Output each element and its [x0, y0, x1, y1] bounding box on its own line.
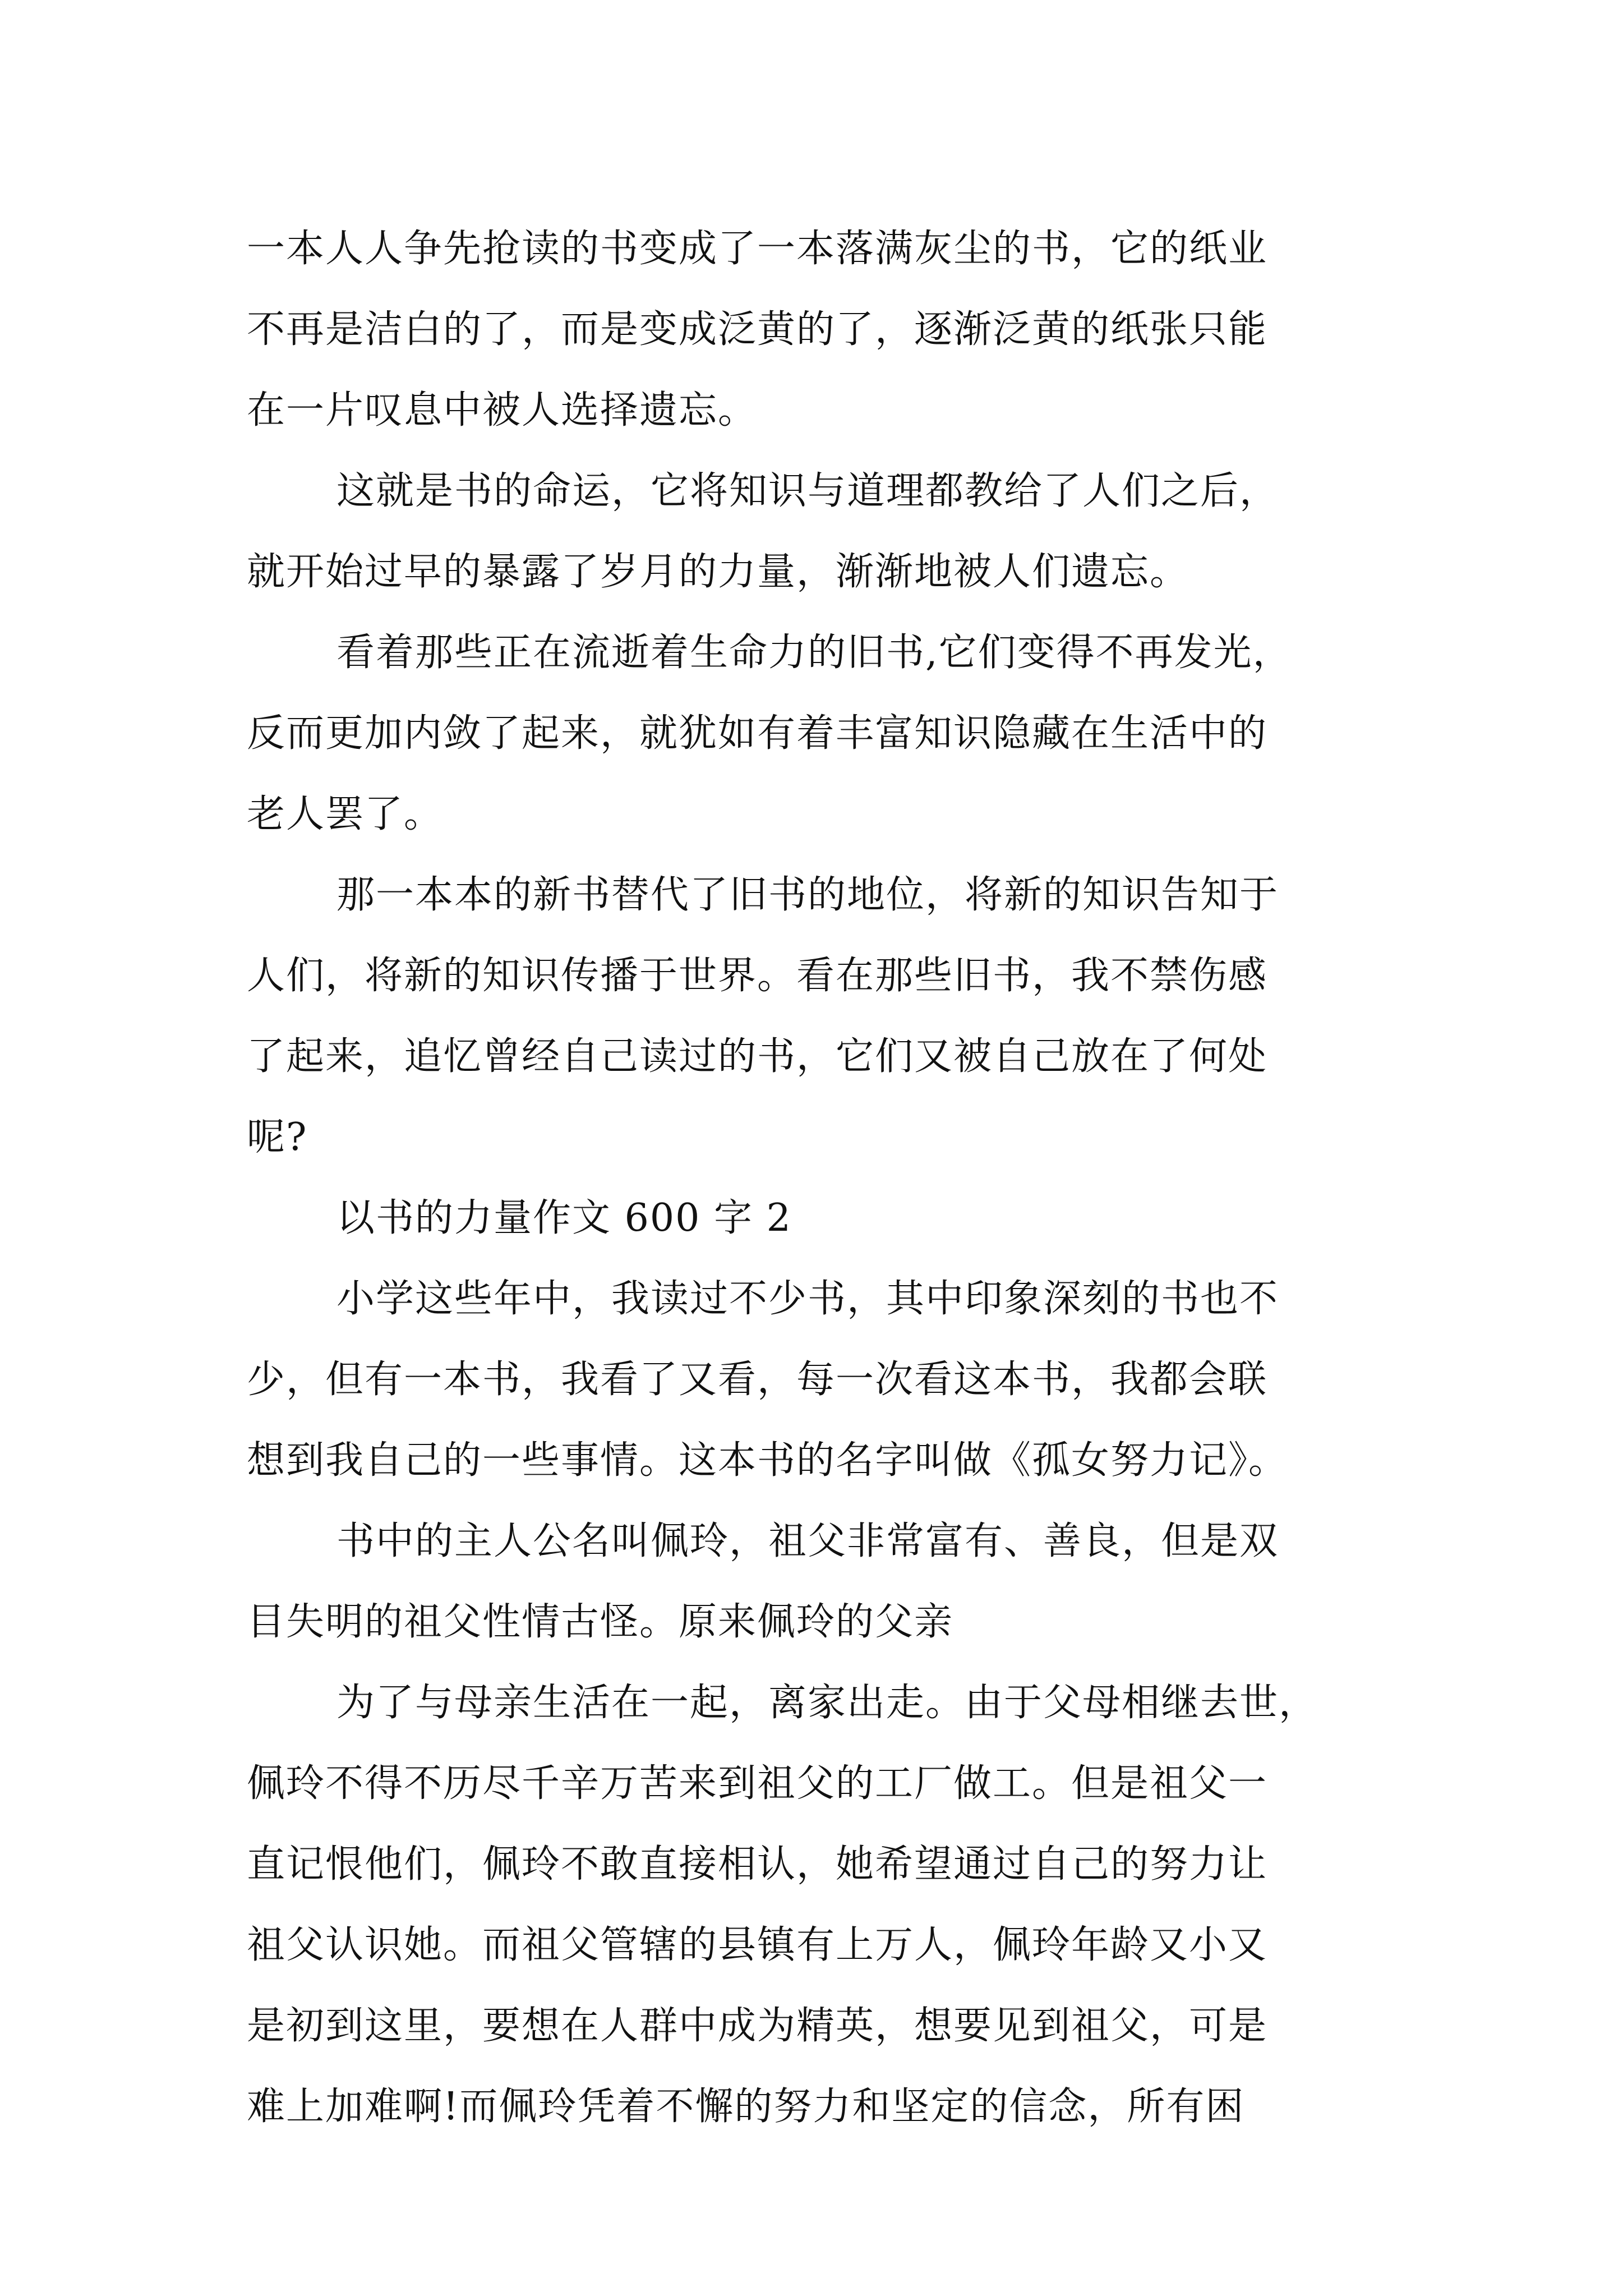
text-line: 在一片叹息中被人选择遗忘。	[247, 388, 758, 432]
text-line: 了起来，追忆曾经自己读过的书，它们又被自己放在了何处	[247, 1034, 1268, 1079]
text-line: 就开始过早的暴露了岁月的力量，渐渐地被人们遗忘。	[247, 550, 1189, 594]
text-line: 佩玲不得不历尽千辛万苦来到祖父的工厂做工。但是祖父一	[247, 1761, 1268, 1806]
essay-body	[247, 209, 1391, 2147]
paragraph-first-line: 书中的主人公名叫佩玲，祖父非常富有、善良，但是双	[336, 1519, 1279, 1563]
paragraph-first-line: 为了与母亲生活在一起，离家出走。由于父母相继去世，	[336, 1681, 1318, 1725]
paragraph-first-line: 看着那些正在流逝着生命力的旧书,它们变得不再发光，	[336, 631, 1292, 675]
text-line: 直记恨他们，佩玲不敢直接相认，她希望通过自己的努力让	[247, 1842, 1268, 1887]
paragraph-first-line: 那一本本的新书替代了旧书的地位，将新的知识告知于	[336, 873, 1279, 917]
text-line: 老人罢了。	[247, 792, 444, 836]
text-line: 想到我自己的一些事情。这本书的名字叫做《孤女努力记》。	[247, 1438, 1288, 1483]
paragraph-first-line: 小学这些年中，我读过不少书，其中印象深刻的书也不	[336, 1277, 1279, 1321]
text-line: 呢?	[247, 1115, 308, 1159]
text-line: 祖父认识她。而祖父管辖的县镇有上万人，佩玲年龄又小又	[247, 1923, 1268, 1967]
text-line: 目失明的祖父性情古怪。原来佩玲的父亲	[247, 1600, 954, 1644]
text-line: 难上加难啊!而佩玲凭着不懈的努力和坚定的信念，所有困	[247, 2085, 1245, 2129]
text-line: 反而更加内敛了起来，就犹如有着丰富知识隐藏在生活中的	[247, 711, 1268, 756]
text-line: 不再是洁白的了，而是变成泛黄的了，逐渐泛黄的纸张只能	[247, 307, 1268, 352]
text-line: 少，但有一本书，我看了又看，每一次看这本书，我都会联	[247, 1358, 1268, 1402]
text-line: 人们，将新的知识传播于世界。看在那些旧书，我不禁伤感	[247, 954, 1268, 998]
section-heading: 以书的力量作文 600 字 2	[336, 1196, 792, 1240]
paragraph-first-line: 这就是书的命运，它将知识与道理都教给了人们之后，	[336, 469, 1279, 513]
text-line: 是初到这里，要想在人群中成为精英，想要见到祖父，可是	[247, 2004, 1268, 2048]
text-line: 一本人人争先抢读的书变成了一本落满灰尘的书，它的纸业	[247, 227, 1268, 271]
